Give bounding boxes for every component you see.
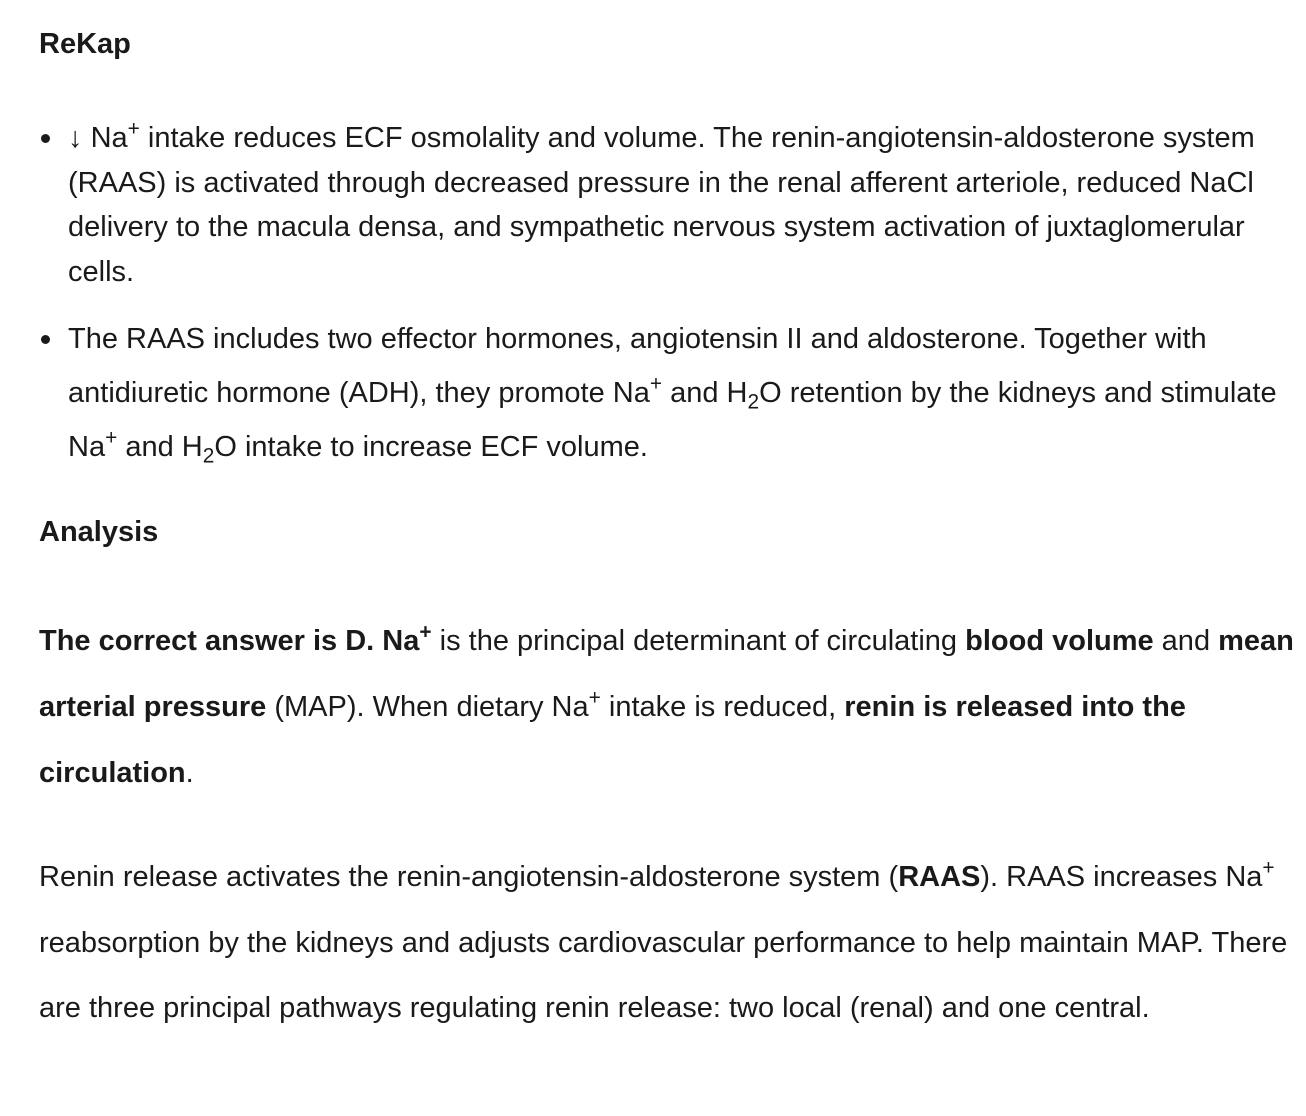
rekap-bullet-list [39, 116, 1306, 474]
map-term: mean arterial pressure [39, 625, 1294, 723]
para1-text-b: and [1153, 625, 1219, 657]
para1-text-d: intake is reduced, [600, 691, 845, 723]
bullet-2-text-a: The RAAS includes two effector hormones, angiotensin II and aldosterone. Together with antidiuretic hormone (ADH), they promote Na [68, 322, 1207, 409]
bullet-1-text: intake reduces ECF osmolality and volume. The renin-angiotensin-aldosterone system (RAAS) is activated through decreased pressure in the renal afferent arteriole, reduced NaCl delivery to the macula densa, and sympathetic nervous system activation of juxtaglomerular cells. [68, 122, 1255, 289]
superscript-plus: + [419, 620, 432, 644]
para2-text-c: reabsorption by the kidneys and adjusts cardiovascular performance to help maintain MAP. There are three principal pathways regulating renin release: two local (renal) and one central. [39, 926, 1288, 1024]
para1-text-a: is the principal determinant of circulating [431, 625, 966, 657]
superscript-plus: + [588, 686, 601, 710]
blood-volume-term: blood volume [965, 625, 1154, 657]
analysis-heading: Analysis [39, 516, 159, 548]
rekap-bullet-2 [39, 312, 1306, 474]
bullet-2-text-e: O intake to increase ECF volume. [214, 430, 648, 463]
subscript-two: 2 [747, 390, 760, 414]
bullet-2-text-c: O retention by the kidneys and stimulate Na [68, 376, 1277, 463]
correct-answer-paragraph [39, 608, 1294, 806]
rekap-bullet-1 [39, 116, 1306, 295]
bullet-2-text-b: and H [662, 376, 748, 409]
bullet-2-text-d: and H [117, 430, 203, 463]
superscript-plus: + [127, 117, 140, 141]
para2-text-a: Renin release activates the renin-angiotensin-aldosterone system ( [39, 861, 899, 893]
sodium-symbol: Na [90, 122, 128, 154]
para2-text-b: ). RAAS increases Na [980, 861, 1263, 893]
down-arrow-icon: ↓ [68, 122, 83, 154]
answer-lead: The correct answer is D. Na [39, 625, 420, 657]
subscript-two: 2 [202, 444, 215, 468]
para1-text-e: . [185, 757, 194, 789]
superscript-plus: + [1262, 856, 1275, 880]
superscript-plus: + [649, 372, 663, 396]
raas-term: RAAS [898, 861, 981, 893]
para1-text-c: (MAP). When dietary Na [266, 691, 589, 723]
renin-release-term: renin is released into the circulation [39, 691, 1186, 789]
rekap-heading: ReKap [39, 28, 131, 60]
superscript-plus: + [105, 426, 118, 450]
renin-release-paragraph [39, 845, 1294, 1042]
